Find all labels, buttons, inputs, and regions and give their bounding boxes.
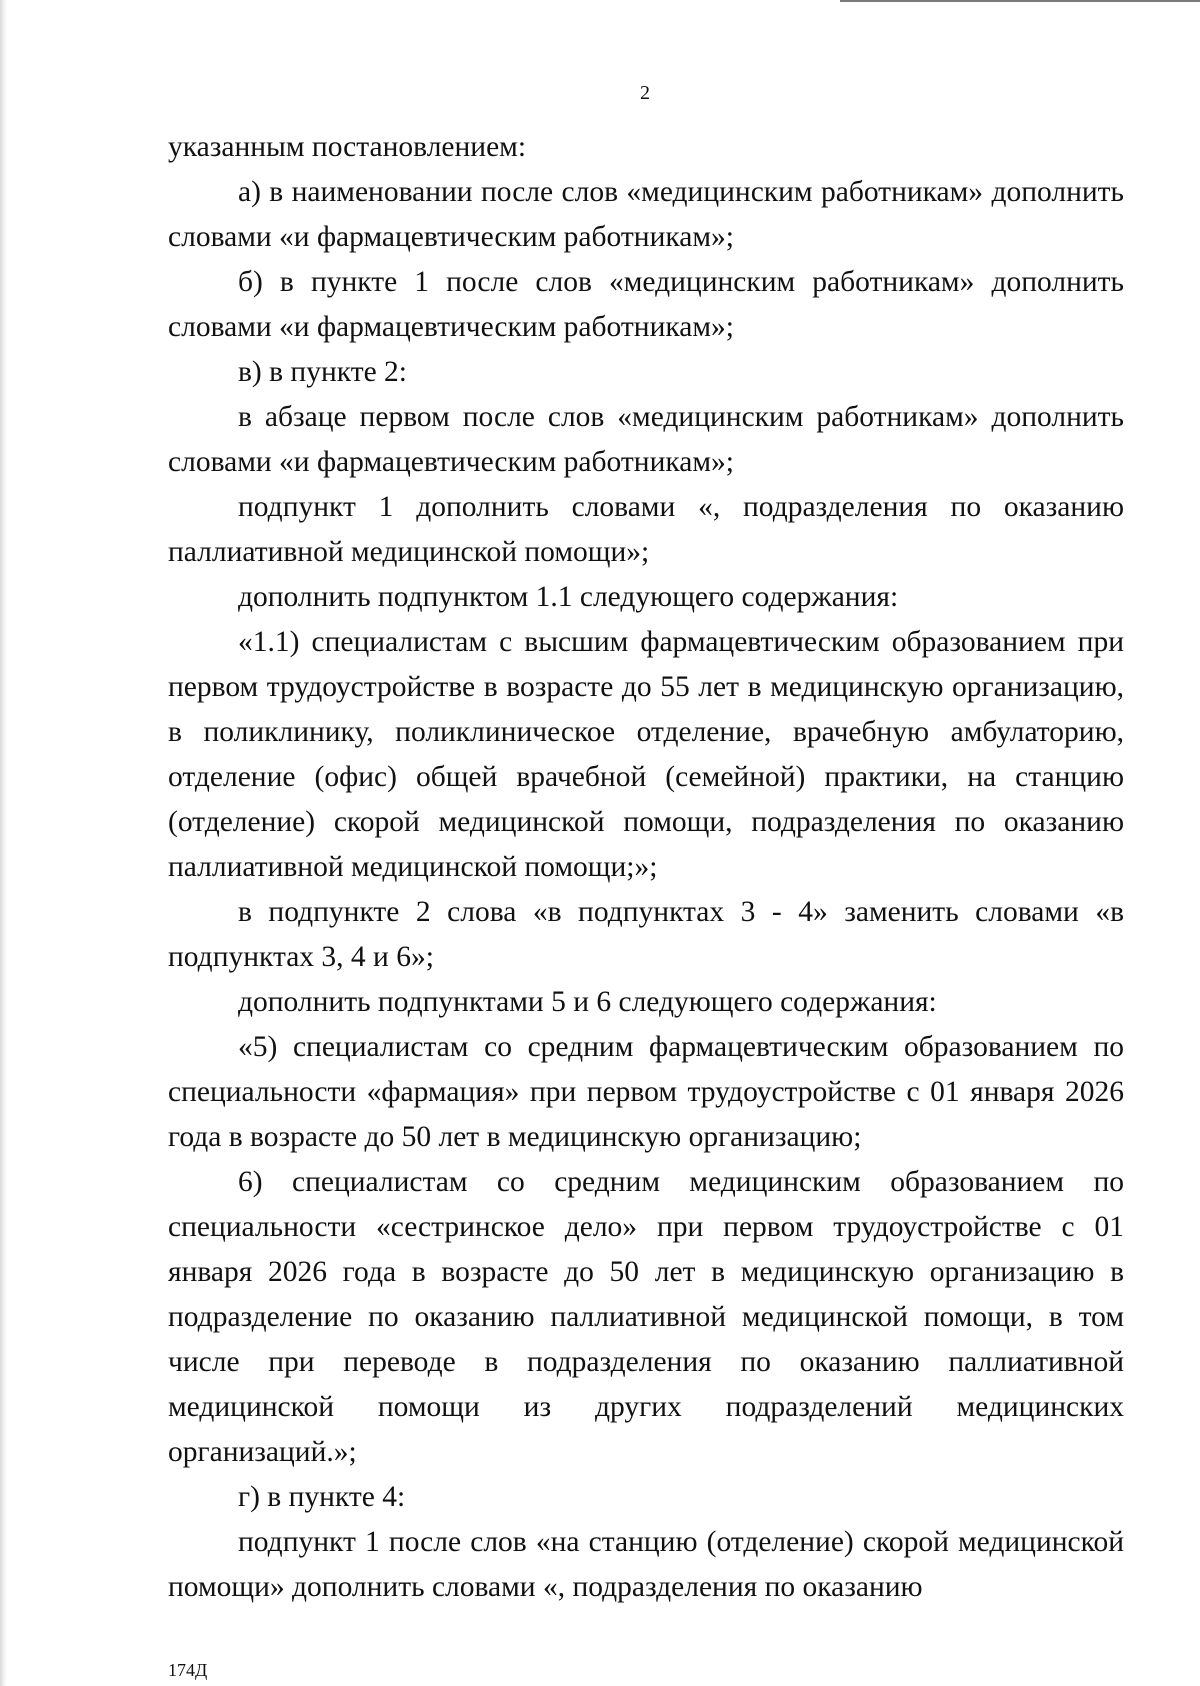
paragraph: подпункт 1 после слов «на станцию (отделение) скорой медицинской помощи» дополнить словами «, подразделения по оказанию	[168, 1526, 1124, 1603]
scan-edge	[0, 0, 7, 1686]
paragraph: в) в пункте 2:	[238, 356, 408, 388]
document-body	[168, 125, 1124, 1610]
paragraph: а) в наименовании после слов «медицинским работникам» дополнить словами «и фармацевтическим работникам»;	[168, 176, 1124, 253]
paragraph: подпункт 1 дополнить словами «, подразделения по оказанию паллиативной медицинской помощи»;	[168, 491, 1124, 568]
paragraph: дополнить подпунктами 5 и 6 следующего содержания:	[238, 986, 937, 1018]
scan-artifact-line	[840, 0, 1200, 2]
paragraph: б) в пункте 1 после слов «медицинским работникам» дополнить словами «и фармацевтическим работникам»;	[168, 266, 1124, 343]
paragraph: 6) специалистам со средним медицинским образованием по специальности «сестринское дело» при первом трудоустройстве с 01 января 2026 года в возрасте до 50 лет в медицинскую организацию в подразделение по оказанию паллиативной медицинской помощи, в том числе при переводе в подразделения по оказанию паллиативной медицинской помощи из других подразделений медицинских организаций.»;	[168, 1166, 1124, 1468]
paragraph: «1.1) специалистам с высшим фармацевтическим образованием при первом трудоустройстве в возрасте до 55 лет в медицинскую организацию, в поликлинику, поликлиническое отделение, врачебную амбулаторию, отделение (офис) общей врачебной (семейной) практики, на станцию (отделение) скорой медицинской помощи, подразделения по оказанию паллиативной медицинской помощи;»;	[168, 626, 1124, 883]
paragraph: г) в пункте 4:	[238, 1481, 406, 1513]
paragraph: «5) специалистам со средним фармацевтическим образованием по специальности «фармация» при первом трудоустройстве с 01 января 2026 года в возрасте до 50 лет в медицинскую организацию;	[168, 1031, 1124, 1153]
paragraph: указанным постановлением:	[168, 131, 527, 163]
paragraph: дополнить подпунктом 1.1 следующего содержания:	[238, 581, 899, 613]
paragraph: в подпункте 2 слова «в подпунктах 3 - 4» заменить словами «в подпунктах 3, 4 и 6»;	[168, 896, 1124, 973]
document-code: 174Д	[168, 1660, 208, 1680]
paragraph: в абзаце первом после слов «медицинским работникам» дополнить словами «и фармацевтическим работникам»;	[168, 401, 1124, 478]
page-number: 2	[640, 82, 650, 104]
